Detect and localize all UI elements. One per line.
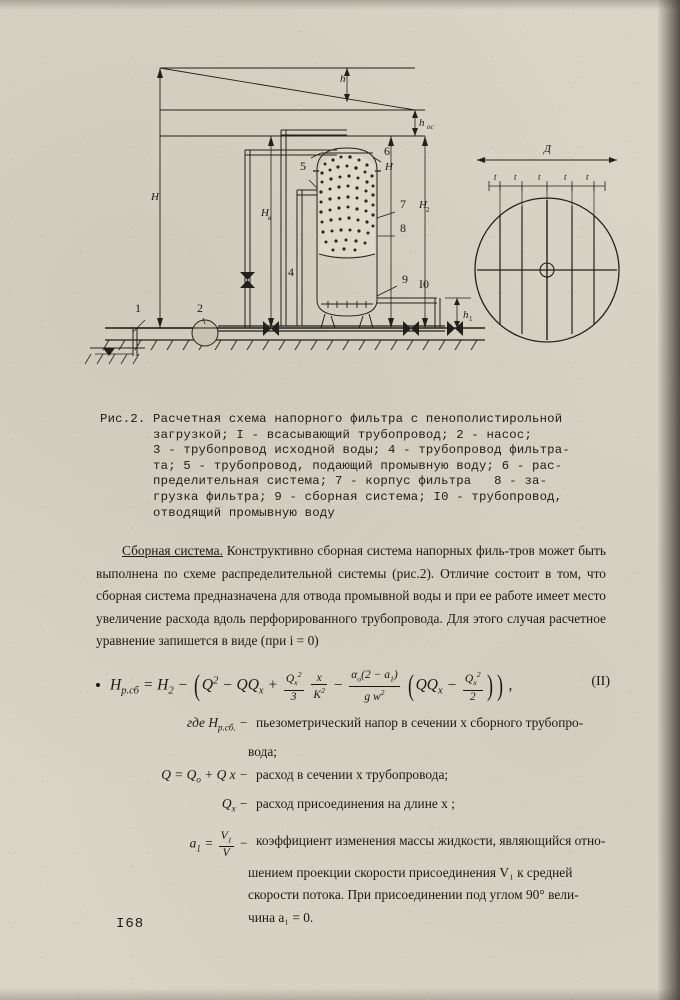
definition-continuation: чина a₁ = 0. bbox=[248, 909, 314, 925]
caption-line-4: пределительная система; 7 - корпус фильтра 8 - за- bbox=[100, 474, 548, 489]
equation-number: (II) bbox=[591, 674, 610, 689]
svg-text:6: 6 bbox=[384, 144, 390, 158]
caption-line-2: 3 - трубопровод исходной воды; 4 - трубопровод фильтра- bbox=[100, 443, 570, 458]
paragraph-rest: тров может быть выполнена по схеме распределительной системы (рис.2). Отличие состоит в том, что сборная система предназначена для отвода промывной воды и при ее работе имеет место увеличение расхода вдоль перфорированного трубопровода. Для этого случая расчетное уравнение запишется в виде (при i = 0) bbox=[96, 543, 606, 648]
definition-text: расход присоединения на длине x ; bbox=[256, 795, 455, 811]
definition-symbol: $Q = Q_o + Q$ x − bbox=[161, 766, 248, 785]
caption-line-5: грузка фильтра; 9 - сборная система; I0 - трубопровод, bbox=[100, 489, 563, 504]
definition-symbol: $Q_x$ − bbox=[221, 795, 248, 814]
definition-continuation: шением проекции скорости присоединения V₁ к средней bbox=[248, 864, 573, 880]
section-heading: Сборная система. bbox=[122, 543, 223, 558]
svg-text:h: h bbox=[340, 73, 346, 85]
definition-row bbox=[96, 793, 612, 820]
body-paragraph bbox=[96, 540, 606, 653]
figure-schematic bbox=[85, 40, 630, 400]
svg-text:H: H bbox=[419, 199, 427, 211]
definition-symbol: где $H_{р.сб.}$ − bbox=[186, 715, 248, 733]
svg-text:t: t bbox=[564, 172, 567, 182]
svg-text:h: h bbox=[463, 309, 469, 321]
svg-text:5: 5 bbox=[300, 159, 306, 173]
svg-text:t: t bbox=[586, 172, 589, 182]
svg-text:Д: Д bbox=[544, 143, 551, 155]
equation-body: $H_{р.сб} = H_2$ − ( $Q^2 - QQ_x$ + $\frac{Q_x^2}{3}$ $\frac{x}{K^2}$ − $\frac{\alpha_o(2 - a_1)}{g w^2}$ ( $QQ_x$ − $\frac{Q_x^2}{2}$ ) ) , bbox=[110, 669, 513, 703]
caption-line-3: та; 5 - трубопровод, подающий промывную воду; 6 - рас- bbox=[100, 458, 563, 473]
page-number: I68 bbox=[116, 916, 145, 932]
svg-text:9: 9 bbox=[402, 272, 408, 286]
caption-line-1: загрузкой; I - всасывающий трубопровод; 2 - насос; bbox=[100, 427, 533, 442]
svg-text:t: t bbox=[494, 172, 497, 182]
equation-11 bbox=[96, 666, 616, 706]
svg-text:H: H bbox=[261, 207, 269, 219]
svg-text:1: 1 bbox=[135, 301, 141, 315]
svg-text:2: 2 bbox=[197, 301, 203, 315]
svg-text:8: 8 bbox=[400, 221, 406, 235]
page-top-shadow bbox=[0, 0, 680, 10]
svg-text:H: H bbox=[151, 191, 159, 203]
svg-text:H: H bbox=[385, 161, 393, 173]
symbol-definitions bbox=[96, 712, 612, 929]
definition-row bbox=[96, 764, 612, 791]
svg-text:в: в bbox=[268, 214, 272, 222]
definition-text: коэффициент изменения массы жидкости, являющийся отно- bbox=[256, 833, 606, 849]
svg-text:4: 4 bbox=[288, 265, 294, 279]
definition-row bbox=[96, 712, 612, 739]
svg-text:2: 2 bbox=[426, 206, 430, 214]
svg-text:ос: ос bbox=[427, 123, 434, 131]
svg-text:7: 7 bbox=[400, 197, 406, 211]
page-bottom-shadow bbox=[0, 988, 680, 1000]
caption-line-0: Рис.2. Расчетная схема напорного фильтра с пенополистирольной bbox=[100, 412, 563, 426]
svg-text:1: 1 bbox=[469, 315, 473, 323]
definition-continuation: вода; bbox=[248, 744, 278, 760]
paragraph-first-line: Конструктивно сборная система напорных филь- bbox=[226, 543, 510, 558]
page-gutter-shadow bbox=[658, 0, 680, 1000]
paragraph-with-heading bbox=[96, 540, 606, 653]
svg-text:t: t bbox=[538, 172, 541, 182]
definition-continuation: скорости потока. При присоединении под углом 90° вели- bbox=[248, 887, 579, 903]
svg-text:h: h bbox=[419, 117, 425, 129]
svg-text:t: t bbox=[514, 172, 517, 182]
definition-text: пьезометрический напор в сечении x сборного трубопро- bbox=[256, 715, 584, 730]
definition-text: расход в сечении x трубопровода; bbox=[256, 766, 449, 782]
definition-symbol: $a_1$ = $\frac{V_1}{V}$ − bbox=[189, 830, 248, 860]
definition-row bbox=[96, 830, 612, 860]
svg-text:I0: I0 bbox=[419, 277, 429, 291]
bullet-marker bbox=[96, 683, 100, 687]
figure-caption bbox=[100, 412, 600, 521]
caption-line-6: отводящий промывную воду bbox=[100, 505, 335, 520]
